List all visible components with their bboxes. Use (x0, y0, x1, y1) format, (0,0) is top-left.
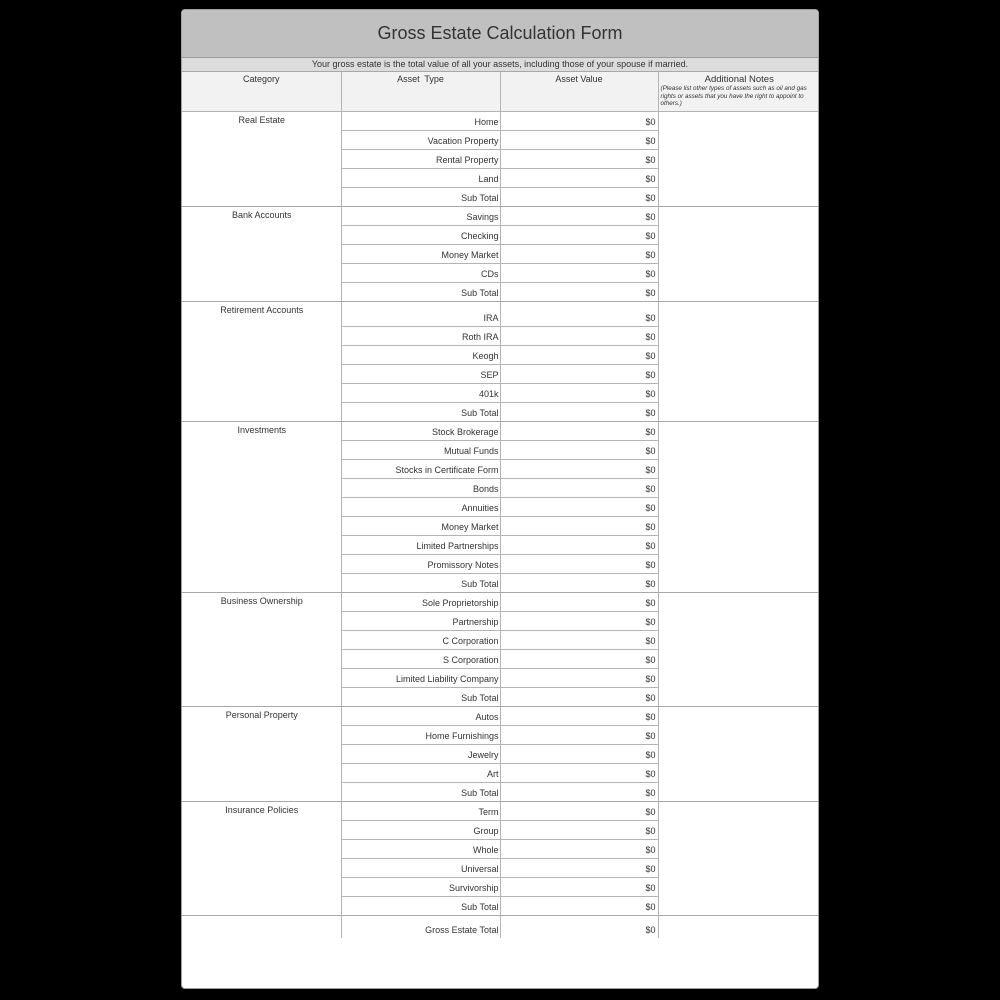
gross-estate-total-row (182, 916, 819, 938)
notes-title: Additional Notes (704, 74, 774, 85)
category-investments: Investments (182, 422, 341, 593)
asset-type-sub-total: Sub Total (341, 574, 500, 593)
notes-field-personal-property[interactable] (658, 707, 819, 802)
category-insurance-policies: Insurance Policies (182, 802, 341, 916)
asset-value-field[interactable]: $0 (500, 517, 658, 536)
notes-hint: (Please list other types of assets such as oil and gas rights or assets that you have the right to appoint to others.) (660, 85, 807, 107)
category-business-ownership: Business Ownership (182, 593, 341, 707)
estate-table (182, 72, 819, 938)
table-row (182, 207, 819, 226)
asset-value-field[interactable]: $0 (500, 131, 658, 150)
asset-type-survivorship: Survivorship (341, 878, 500, 897)
asset-type-promissory-notes: Promissory Notes (341, 555, 500, 574)
asset-value-field[interactable]: $0 (500, 650, 658, 669)
asset-value-field[interactable]: $0 (500, 745, 658, 764)
asset-value-field[interactable]: $0 (500, 302, 658, 327)
asset-type-vacation-property: Vacation Property (341, 131, 500, 150)
asset-type-autos: Autos (341, 707, 500, 726)
asset-type-checking: Checking (341, 226, 500, 245)
asset-type-home-furnishings: Home Furnishings (341, 726, 500, 745)
asset-type-savings: Savings (341, 207, 500, 226)
asset-value-field[interactable]: $0 (500, 821, 658, 840)
category-retirement-accounts: Retirement Accounts (182, 302, 341, 422)
asset-value-field[interactable]: $0 (500, 688, 658, 707)
asset-type-cds: CDs (341, 264, 500, 283)
asset-value-field[interactable]: $0 (500, 498, 658, 517)
asset-type-ira: IRA (341, 302, 500, 327)
gross-estate-total-value[interactable]: $0 (500, 916, 658, 938)
asset-type-401k: 401k (341, 384, 500, 403)
table-row (182, 302, 819, 327)
asset-value-field[interactable]: $0 (500, 245, 658, 264)
asset-value-field[interactable]: $0 (500, 150, 658, 169)
asset-value-field[interactable]: $0 (500, 346, 658, 365)
asset-type-money-market: Money Market (341, 517, 500, 536)
asset-type-c-corporation: C Corporation (341, 631, 500, 650)
asset-type-sub-total: Sub Total (341, 688, 500, 707)
asset-value-field[interactable]: $0 (500, 555, 658, 574)
asset-type-group: Group (341, 821, 500, 840)
asset-type-sub-total: Sub Total (341, 897, 500, 916)
notes-field-real-estate[interactable] (658, 112, 819, 207)
asset-value-field[interactable]: $0 (500, 669, 658, 688)
gross-estate-total-label: Gross Estate Total (341, 916, 500, 938)
asset-type-roth-ira: Roth IRA (341, 327, 500, 346)
asset-type-stock-brokerage: Stock Brokerage (341, 422, 500, 441)
gross-estate-form (181, 9, 819, 989)
asset-type-home: Home (341, 112, 500, 131)
category-real-estate: Real Estate (182, 112, 341, 207)
asset-value-field[interactable]: $0 (500, 384, 658, 403)
asset-type-art: Art (341, 764, 500, 783)
asset-value-field[interactable]: $0 (500, 226, 658, 245)
header-asset-type: Asset Type (341, 72, 500, 112)
notes-field-bank-accounts[interactable] (658, 207, 819, 302)
asset-type-stocks-in-certificate-form: Stocks in Certificate Form (341, 460, 500, 479)
asset-value-field[interactable]: $0 (500, 593, 658, 612)
asset-type-term: Term (341, 802, 500, 821)
asset-type-annuities: Annuities (341, 498, 500, 517)
asset-type-keogh: Keogh (341, 346, 500, 365)
asset-value-field[interactable]: $0 (500, 840, 658, 859)
table-row (182, 112, 819, 131)
table-row (182, 593, 819, 612)
asset-type-sole-proprietorship: Sole Proprietorship (341, 593, 500, 612)
asset-type-rental-property: Rental Property (341, 150, 500, 169)
asset-value-field[interactable]: $0 (500, 764, 658, 783)
header-category: Category (182, 72, 341, 112)
asset-type-limited-partnerships: Limited Partnerships (341, 536, 500, 555)
asset-type-universal: Universal (341, 859, 500, 878)
asset-value-field[interactable]: $0 (500, 264, 658, 283)
asset-type-sub-total: Sub Total (341, 188, 500, 207)
asset-value-field[interactable]: $0 (500, 207, 658, 226)
asset-value-field[interactable]: $0 (500, 460, 658, 479)
header-asset-value: Asset Value (500, 72, 658, 112)
asset-value-field[interactable]: $0 (500, 631, 658, 650)
asset-value-field[interactable]: $0 (500, 169, 658, 188)
asset-value-field[interactable]: $0 (500, 707, 658, 726)
asset-type-mutual-funds: Mutual Funds (341, 441, 500, 460)
form-subtitle: Your gross estate is the total value of all your assets, including those of your spouse if married. (182, 58, 818, 72)
asset-type-land: Land (341, 169, 500, 188)
asset-value-field[interactable]: $0 (500, 783, 658, 802)
asset-value-field[interactable]: $0 (500, 802, 658, 821)
asset-type-jewelry: Jewelry (341, 745, 500, 764)
asset-value-field[interactable]: $0 (500, 441, 658, 460)
asset-type-bonds: Bonds (341, 479, 500, 498)
table-row (182, 802, 819, 821)
notes-field-insurance-policies[interactable] (658, 802, 819, 916)
asset-type-money-market: Money Market (341, 245, 500, 264)
asset-value-field[interactable]: $0 (500, 403, 658, 422)
asset-value-field[interactable]: $0 (500, 479, 658, 498)
total-category-blank (182, 916, 341, 938)
header-row (182, 72, 819, 112)
asset-type-sub-total: Sub Total (341, 783, 500, 802)
asset-type-sep: SEP (341, 365, 500, 384)
notes-field-business-ownership[interactable] (658, 593, 819, 707)
asset-value-field[interactable]: $0 (500, 612, 658, 631)
asset-type-partnership: Partnership (341, 612, 500, 631)
asset-type-limited-liability-company: Limited Liability Company (341, 669, 500, 688)
table-row (182, 707, 819, 726)
asset-type-sub-total: Sub Total (341, 403, 500, 422)
asset-value-field[interactable]: $0 (500, 112, 658, 131)
asset-value-field[interactable]: $0 (500, 878, 658, 897)
asset-value-field[interactable]: $0 (500, 897, 658, 916)
total-notes-field[interactable] (658, 916, 819, 938)
asset-type-whole: Whole (341, 840, 500, 859)
table-row (182, 422, 819, 441)
asset-value-field[interactable]: $0 (500, 422, 658, 441)
asset-value-field[interactable]: $0 (500, 859, 658, 878)
asset-type-s-corporation: S Corporation (341, 650, 500, 669)
asset-value-field[interactable]: $0 (500, 188, 658, 207)
asset-value-field[interactable]: $0 (500, 365, 658, 384)
header-notes (658, 72, 819, 112)
asset-value-field[interactable]: $0 (500, 726, 658, 745)
asset-value-field[interactable]: $0 (500, 574, 658, 593)
category-bank-accounts: Bank Accounts (182, 207, 341, 302)
asset-value-field[interactable]: $0 (500, 536, 658, 555)
category-personal-property: Personal Property (182, 707, 341, 802)
asset-value-field[interactable]: $0 (500, 327, 658, 346)
form-title: Gross Estate Calculation Form (182, 10, 818, 58)
notes-field-investments[interactable] (658, 422, 819, 593)
asset-type-sub-total: Sub Total (341, 283, 500, 302)
notes-field-retirement-accounts[interactable] (658, 302, 819, 422)
asset-value-field[interactable]: $0 (500, 283, 658, 302)
